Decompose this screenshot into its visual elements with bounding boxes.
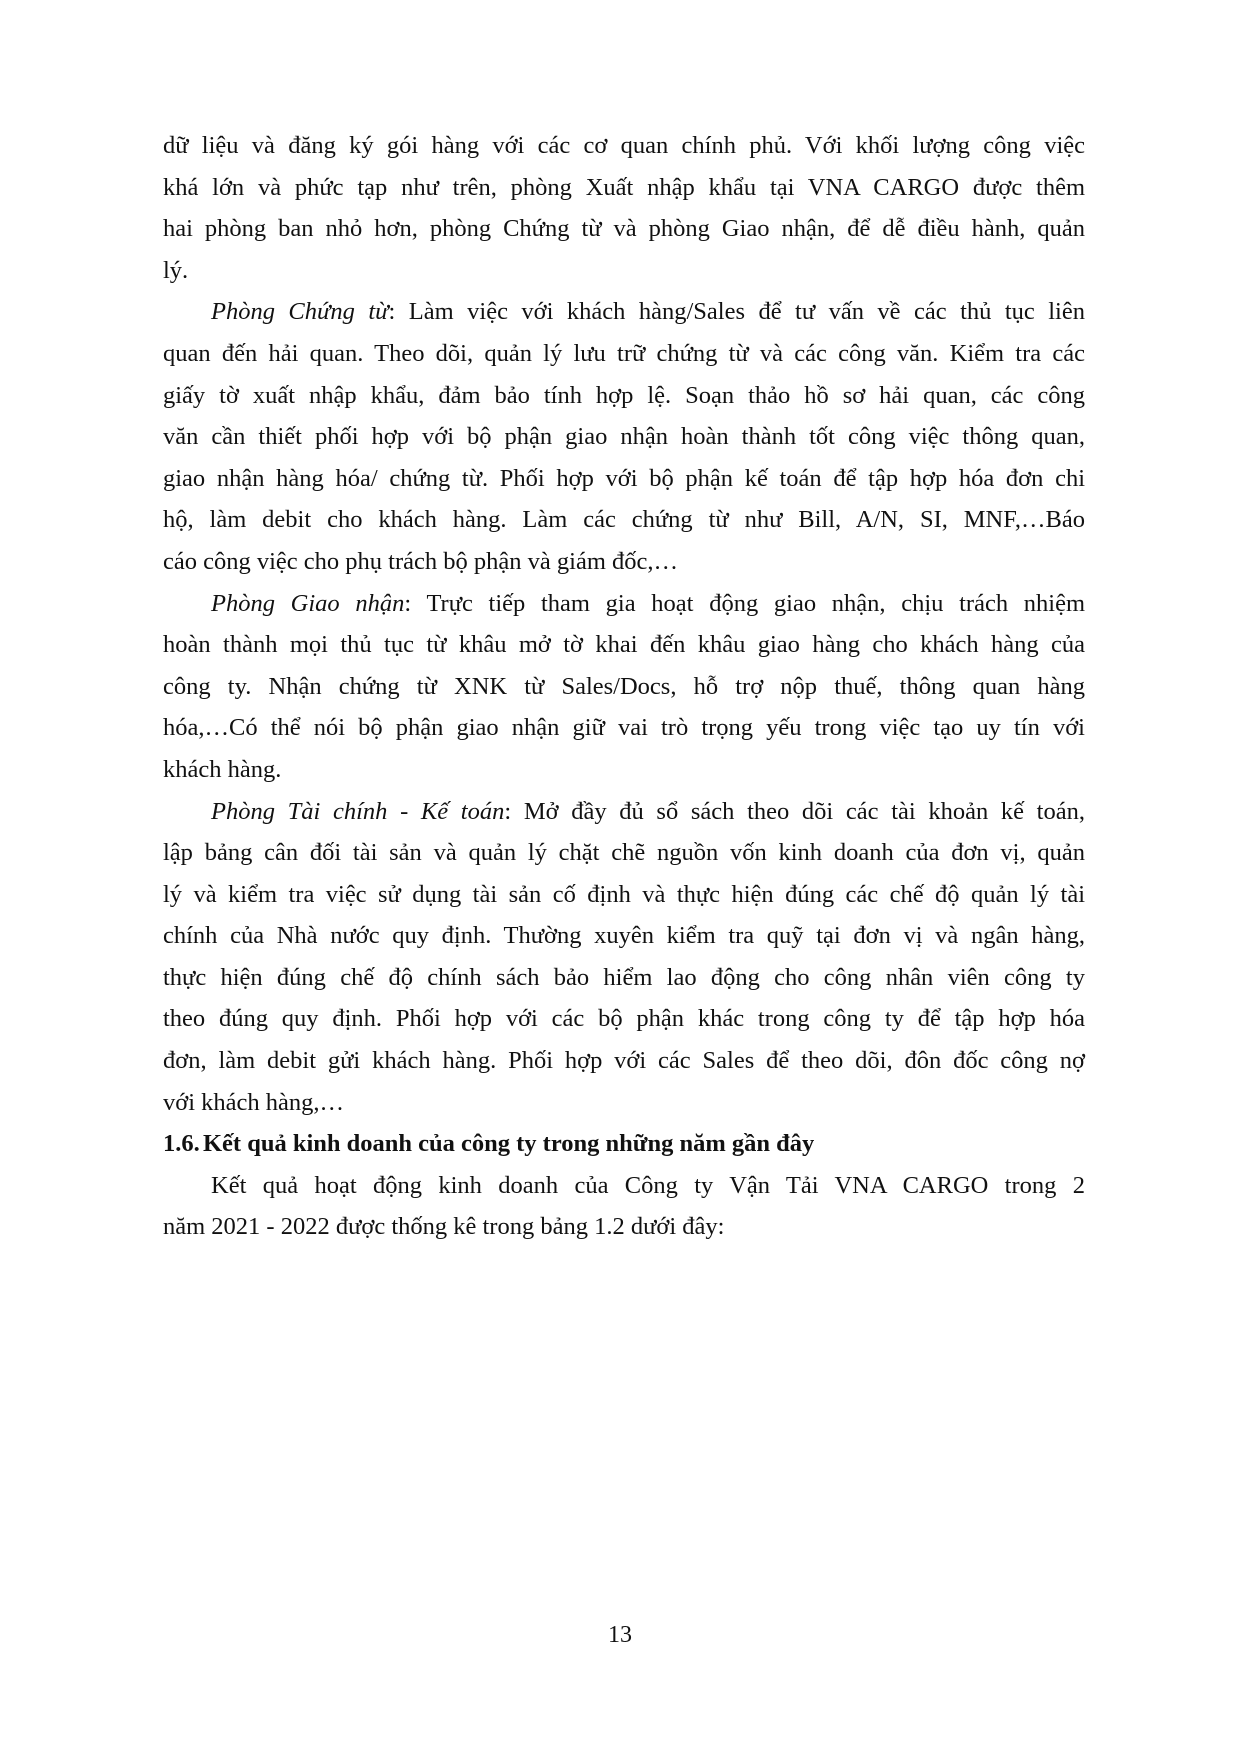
text-line: hộ, làm debit cho khách hàng. Làm các chứng từ như Bill, A/N, SI, MNF,…Báo — [163, 506, 1085, 534]
paragraph-phong-tai-chinh-ke-toan — [163, 791, 1085, 1124]
text-line: hóa,…Có thể nói bộ phận giao nhận giữ vai trò trọng yếu trong việc tạo uy tín với — [163, 714, 1085, 742]
department-label: Phòng Giao nhận — [211, 589, 405, 617]
text-line: văn cần thiết phối hợp với bộ phận giao nhận hoàn thành tốt công việc thông quan, — [163, 423, 1085, 451]
text-line: chính của Nhà nước quy định. Thường xuyên kiểm tra quỹ tại đơn vị và ngân hàng, — [163, 922, 1085, 950]
text-fragment: : Làm việc với khách hàng/Sales để tư vấn về các thủ tục liên — [388, 298, 1085, 326]
text-line: với khách hàng,… — [163, 1088, 345, 1116]
text-line: Kết quả hoạt động kinh doanh của Công ty Vận Tải VNA CARGO trong 2 — [211, 1171, 1085, 1199]
document-page — [163, 125, 1085, 1248]
section-heading — [163, 1123, 1085, 1165]
text-line: dữ liệu và đăng ký gói hàng với các cơ quan chính phủ. Với khối lượng công việc — [163, 132, 1085, 159]
paragraph-intro — [163, 1165, 1085, 1248]
text-line: quan đến hải quan. Theo dõi, quản lý lưu trữ chứng từ và các công văn. Kiểm tra các — [163, 339, 1085, 367]
section-number: 1.6. — [163, 1130, 200, 1158]
text-fragment: : Trực tiếp tham gia hoạt động giao nhận, chịu trách nhiệm — [404, 589, 1086, 617]
text-line: hai phòng ban nhỏ hơn, phòng Chứng từ và phòng Giao nhận, để dễ điều hành, quản — [163, 215, 1085, 243]
paragraph-phong-chung-tu — [163, 291, 1085, 582]
text-line: giao nhận hàng hóa/ chứng từ. Phối hợp với bộ phận kế toán để tập hợp hóa đơn chi — [163, 464, 1085, 492]
section-title: Kết quả kinh doanh của công ty trong những năm gần đây — [203, 1130, 815, 1158]
text-line — [163, 583, 1085, 625]
text-fragment: : Mở đầy đủ sổ sách theo dõi các tài khoản kế toán, — [504, 797, 1085, 825]
text-line: hoàn thành mọi thủ tục từ khâu mở tờ khai đến khâu giao hàng cho khách hàng của — [163, 631, 1085, 659]
text-line: công ty. Nhận chứng từ XNK từ Sales/Docs, hỗ trợ nộp thuế, thông quan hàng — [163, 672, 1085, 700]
text-line: giấy tờ xuất nhập khẩu, đảm bảo tính hợp lệ. Soạn thảo hồ sơ hải quan, các công — [163, 381, 1085, 409]
paragraph-continuation — [163, 125, 1085, 291]
text-line: thực hiện đúng chế độ chính sách bảo hiểm lao động cho công nhân viên công ty — [163, 963, 1085, 991]
paragraph-phong-giao-nhan — [163, 583, 1085, 791]
department-label: Phòng Chứng từ — [211, 298, 389, 326]
text-line: lập bảng cân đối tài sản và quản lý chặt chẽ nguồn vốn kinh doanh của đơn vị, quản — [163, 839, 1085, 867]
department-label: Phòng Tài chính - Kế toán — [211, 797, 505, 825]
page-number: 13 — [608, 1622, 632, 1648]
text-line — [163, 291, 1085, 333]
text-line: khá lớn và phức tạp như trên, phòng Xuất nhập khẩu tại VNA CARGO được thêm — [163, 173, 1085, 201]
text-line — [163, 791, 1085, 833]
text-line: năm 2021 - 2022 được thống kê trong bảng 1.2 dưới đây: — [163, 1213, 725, 1241]
text-line: cáo công việc cho phụ trách bộ phận và giám đốc,… — [163, 547, 679, 575]
text-line: lý. — [163, 256, 189, 284]
text-line: theo đúng quy định. Phối hợp với các bộ phận khác trong công ty để tập hợp hóa — [163, 1005, 1085, 1033]
text-line: đơn, làm debit gửi khách hàng. Phối hợp với các Sales để theo dõi, đôn đốc công nợ — [163, 1047, 1085, 1075]
text-line: lý và kiểm tra việc sử dụng tài sản cố định và thực hiện đúng các chế độ quản lý tài — [163, 880, 1085, 908]
text-line: khách hàng. — [163, 755, 282, 783]
